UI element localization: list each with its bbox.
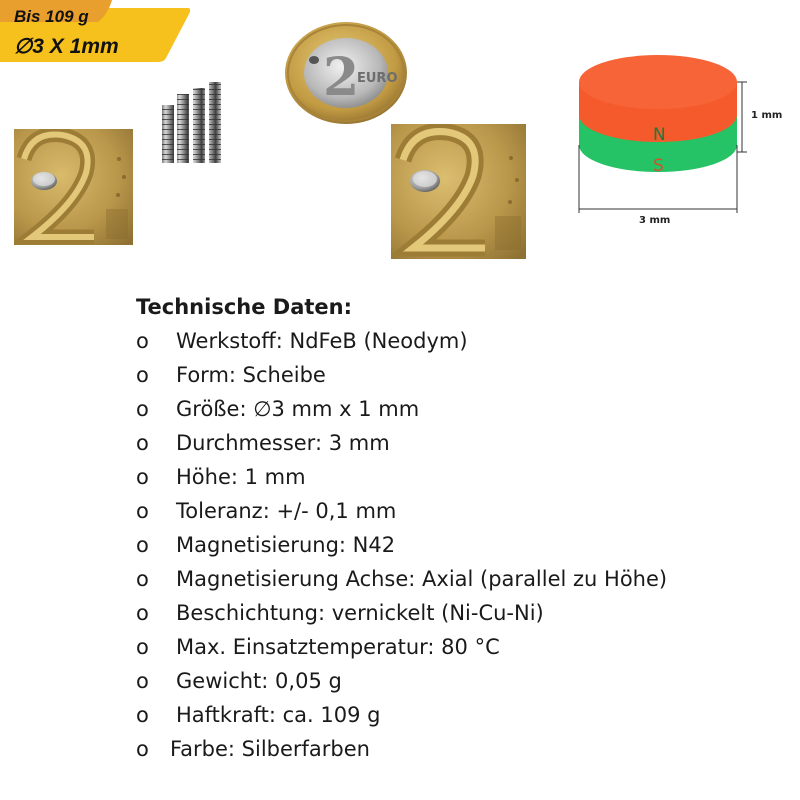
magnet-dimension-diagram	[565, 45, 800, 235]
spec-item	[136, 426, 776, 460]
coin-closeup-right-image	[391, 124, 526, 259]
spec-text: Form: Scheibe	[176, 363, 326, 387]
diameter-dimension-label: 3 mm	[639, 215, 671, 226]
spec-text: Gewicht: 0,05 g	[176, 669, 342, 693]
svg-text:EURO: EURO	[357, 71, 398, 86]
spec-item	[136, 460, 776, 494]
bullet-marker: o	[136, 431, 149, 455]
badge-strength-label: Bis 109 g	[14, 7, 89, 26]
spec-item	[136, 562, 776, 596]
coin-closeup-left-image	[14, 129, 133, 245]
spec-item	[136, 528, 776, 562]
two-euro-coin-image	[283, 20, 409, 126]
spec-text: Beschichtung: vernickelt (Ni-Cu-Ni)	[176, 601, 544, 625]
bullet-marker: o	[136, 669, 149, 693]
spec-text: Größe: ∅3 mm x 1 mm	[176, 397, 420, 421]
bullet-marker: o	[136, 329, 149, 353]
spec-item	[136, 698, 776, 732]
technical-specs	[136, 290, 776, 766]
spec-item	[136, 664, 776, 698]
magnet-top-face	[579, 55, 737, 109]
bullet-marker: o	[136, 567, 149, 591]
spec-text: Max. Einsatztemperatur: 80 °C	[176, 635, 500, 659]
spec-text: Haftkraft: ca. 109 g	[176, 703, 381, 727]
badge-size-label: ∅3 X 1mm	[14, 35, 119, 58]
bullet-marker: o	[136, 635, 149, 659]
spec-item	[136, 324, 776, 358]
bullet-marker: o	[136, 363, 149, 387]
spec-item	[136, 392, 776, 426]
spec-item	[136, 494, 776, 528]
svg-text:2: 2	[323, 47, 360, 108]
spec-text: Farbe: Silberfarben	[170, 737, 370, 761]
spec-item	[136, 732, 776, 766]
pole-south-label: S	[653, 156, 664, 176]
bullet-marker: o	[136, 397, 149, 421]
bullet-marker: o	[136, 499, 149, 523]
size-badge	[0, 0, 190, 62]
bullet-marker: o	[136, 601, 149, 625]
pole-north-label: N	[653, 125, 666, 145]
bullet-marker: o	[136, 737, 149, 761]
spec-text: Werkstoff: NdFeB (Neodym)	[176, 329, 468, 353]
height-dimension-label: 1 mm	[751, 110, 783, 121]
spec-text: Magnetisierung: N42	[176, 533, 396, 557]
spec-text: Toleranz: +/- 0,1 mm	[176, 499, 397, 523]
spec-item	[136, 358, 776, 392]
spec-list	[136, 324, 776, 766]
bullet-marker: o	[136, 703, 149, 727]
spec-text: Magnetisierung Achse: Axial (parallel zu Höhe)	[176, 567, 668, 591]
bullet-marker: o	[136, 533, 149, 557]
spec-item	[136, 596, 776, 630]
spec-text: Durchmesser: 3 mm	[176, 431, 390, 455]
spec-item	[136, 630, 776, 664]
bullet-marker: o	[136, 465, 149, 489]
spec-text: Höhe: 1 mm	[176, 465, 306, 489]
magnet-stack-image	[160, 80, 230, 166]
specs-title: Technische Daten:	[136, 295, 353, 319]
